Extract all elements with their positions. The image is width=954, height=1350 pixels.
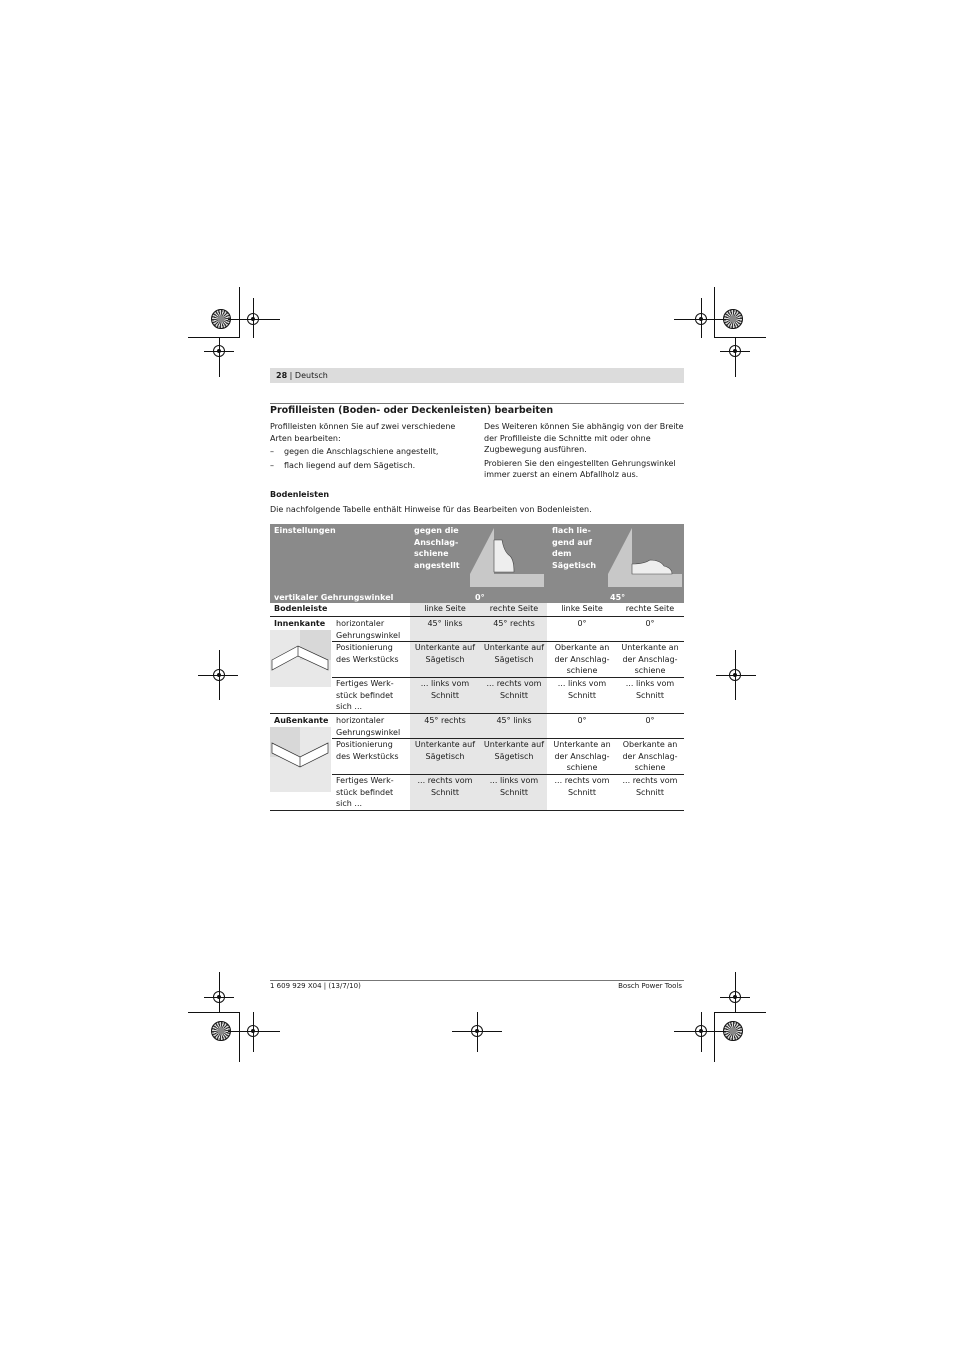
cell: ... rechts vom Schnitt xyxy=(554,776,610,797)
page-header xyxy=(270,368,684,383)
group-innenkante xyxy=(270,617,684,714)
bodenleisten-table xyxy=(270,524,684,811)
group-name: Innenkante xyxy=(274,619,326,628)
left-column xyxy=(270,421,470,471)
header-vertical-row xyxy=(270,592,684,603)
subsection-intro: Die nachfolgende Tabelle enthält Hinweise für das Bearbeiten von Bodenleisten. xyxy=(270,505,592,514)
footer-brand: Bosch Power Tools xyxy=(618,982,682,990)
inner-corner-illustration xyxy=(270,630,331,687)
row-label: Fertiges Werk-stück befindet sich ... xyxy=(336,776,394,808)
list-item: – flach liegend auf dem Sägetisch. xyxy=(270,460,416,470)
footer-rule xyxy=(270,980,684,981)
subsection-title: Bodenleisten xyxy=(270,490,330,499)
header-col-fence: gegen die Anschlag- schiene angestellt xyxy=(414,526,460,570)
row-label: Positionierung des Werkstücks xyxy=(336,643,399,664)
cell: 45° links xyxy=(496,716,532,725)
cell: Oberkante an der Anschlag-schiene xyxy=(622,740,678,772)
row-label: Positionierung des Werkstücks xyxy=(336,740,399,761)
cell: 0° xyxy=(645,716,655,725)
group-name: Außenkante xyxy=(274,716,329,725)
right-paragraph-1: Des Weiteren können Sie abhängig von der Breite der Profilleiste die Schnitte mit oder ohne Zugbewegung ausführen. xyxy=(484,422,684,454)
subheader-row xyxy=(270,603,684,617)
header-col-flat: flach lie- gend auf dem Sägetisch xyxy=(552,526,597,570)
header-angle-0: 0° xyxy=(475,593,485,602)
group-aussenkante xyxy=(270,714,684,811)
subheader-label: Bodenleiste xyxy=(274,604,328,613)
list-item: – gegen die Anschlagschiene angestellt, xyxy=(270,447,439,456)
footer-doc-number: 1 609 929 X04 | (13/7/10) xyxy=(270,982,361,990)
subheader-col: rechte Seite xyxy=(625,604,675,613)
header-settings: Einstellungen xyxy=(274,526,336,535)
cell: ... links vom Schnitt xyxy=(625,679,675,700)
cell: Unterkante auf Sägetisch xyxy=(483,740,545,761)
cell: Unterkante auf Sägetisch xyxy=(414,740,476,761)
cell: 45° rechts xyxy=(493,619,535,628)
cell: ... rechts vom Schnitt xyxy=(417,776,473,797)
header-angle-45: 45° xyxy=(610,593,626,602)
cell: ... rechts vom Schnitt xyxy=(486,679,542,700)
row-label: horizontaler Gehrungswinkel xyxy=(336,716,401,737)
cell: ... links vom Schnitt xyxy=(557,679,607,700)
cell: Unterkante auf Sägetisch xyxy=(483,643,545,664)
subheader-col: linke Seite xyxy=(561,604,603,613)
header-vertical-label: vertikaler Gehrungswinkel xyxy=(274,593,394,602)
cell: 0° xyxy=(577,619,587,628)
outer-corner-illustration xyxy=(270,727,331,792)
page-number: 28 xyxy=(276,371,288,380)
fence-profile-illustration xyxy=(468,526,546,588)
right-paragraph-2: Probieren Sie den eingestellten Gehrungswinkel immer zuerst an einem Abfallholz aus. xyxy=(484,458,676,479)
cell: Oberkante an der Anschlag-schiene xyxy=(554,643,610,675)
row-label: horizontaler Gehrungswinkel xyxy=(336,619,401,640)
flat-profile-illustration xyxy=(606,526,684,588)
cell: 0° xyxy=(577,716,587,725)
section-title: Profilleisten (Boden- oder Deckenleisten) bearbeiten xyxy=(270,405,554,416)
cell: ... links vom Schnitt xyxy=(420,679,470,700)
cell: 0° xyxy=(645,619,655,628)
table-header xyxy=(270,524,684,603)
cell: Unterkante auf Sägetisch xyxy=(414,643,476,664)
header-language: Deutsch xyxy=(294,371,328,380)
left-intro: Profilleisten können Sie auf zwei verschiedene Arten bearbeiten: xyxy=(270,422,456,443)
row-label: Fertiges Werk-stück befindet sich ... xyxy=(336,679,394,711)
subheader-col: linke Seite xyxy=(424,604,466,613)
cell: Unterkante an der Anschlag-schiene xyxy=(553,740,611,772)
cell: 45° rechts xyxy=(424,716,466,725)
right-column xyxy=(484,421,684,483)
subheader-col: rechte Seite xyxy=(489,604,539,613)
section-rule xyxy=(270,403,684,404)
cell: ... rechts vom Schnitt xyxy=(622,776,678,797)
cell: Unterkante an der Anschlag-schiene xyxy=(621,643,679,675)
header-separator: | xyxy=(287,371,295,380)
cell: ... links vom Schnitt xyxy=(489,776,539,797)
cell: 45° links xyxy=(427,619,463,628)
